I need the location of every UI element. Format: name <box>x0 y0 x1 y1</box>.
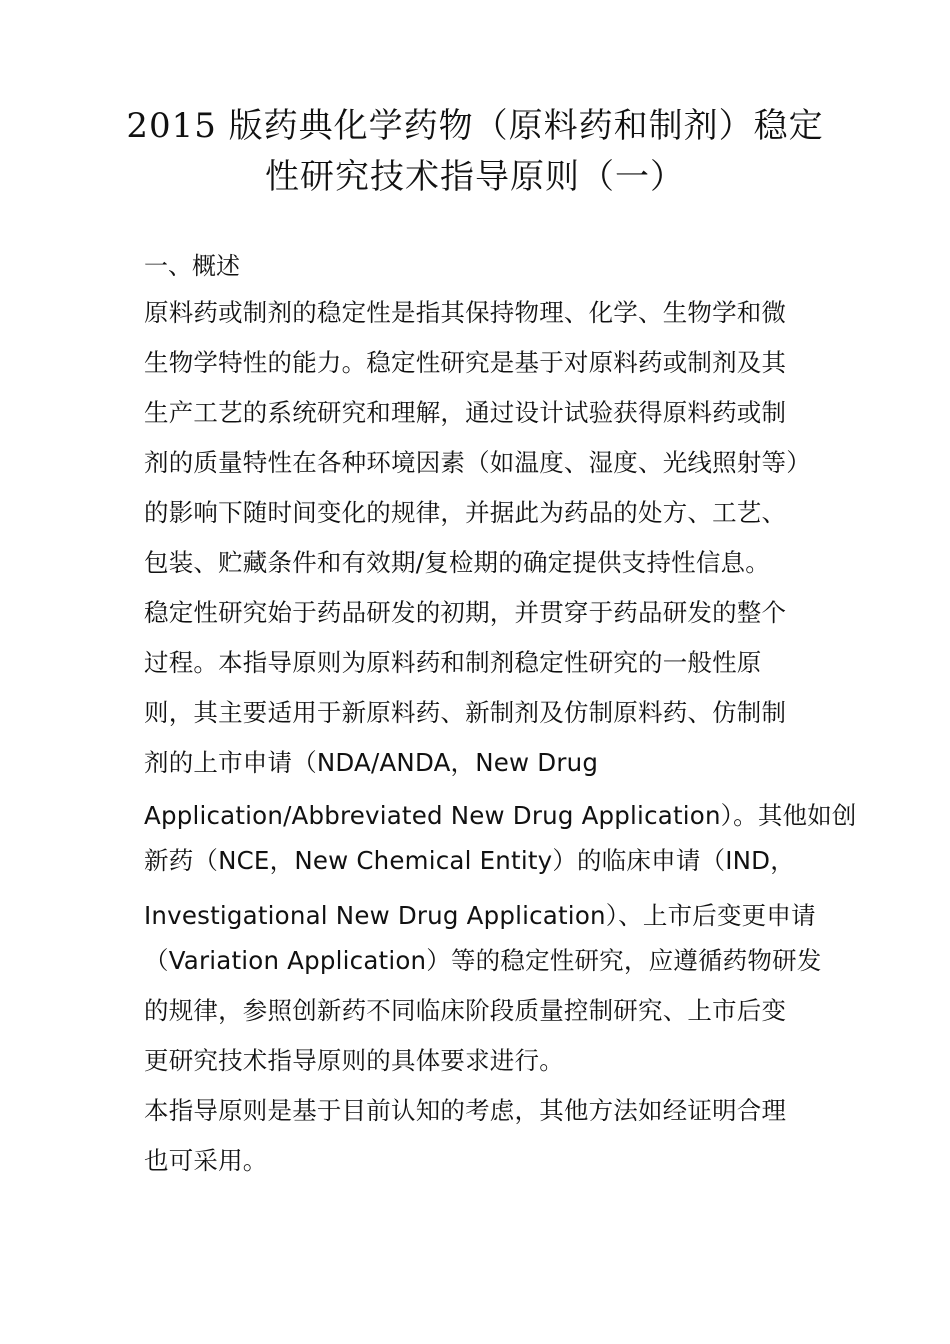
document-title <box>120 101 830 203</box>
paragraph-line: 剂的质量特性在各种环境因素（如温度、湿度、光线照射等） <box>144 448 811 477</box>
paragraph-line: 的规律，参照创新药不同临床阶段质量控制研究、上市后变 <box>144 996 787 1025</box>
paragraph-line: 也可采用。 <box>144 1146 268 1175</box>
paragraph-line: Application/Abbreviated New Drug Application）。其他如创 <box>144 801 857 830</box>
paragraph-line: 则，其主要适用于新原料药、新制剂及仿制原料药、仿制制 <box>144 698 787 727</box>
paragraph-line: 本指导原则是基于目前认知的考虑，其他方法如经证明合理 <box>144 1096 787 1125</box>
paragraph-line: 新药（NCE，New Chemical Entity）的临床申请（IND， <box>144 846 795 875</box>
section-heading: 一、概述 <box>144 252 240 280</box>
paragraph-line: （Variation Application）等的稳定性研究，应遵循药物研发 <box>144 946 822 975</box>
paragraph-line: 稳定性研究始于药品研发的初期，并贯穿于药品研发的整个 <box>144 598 787 627</box>
title-line-1: 2015 版药典化学药物（原料药和制剂）稳定 <box>126 106 824 146</box>
paragraph-line: Investigational New Drug Application）、上市后变更申请 <box>144 901 816 930</box>
paragraph-line: 包装、贮藏条件和有效期/复检期的确定提供支持性信息。 <box>144 548 770 577</box>
paragraph-line: 剂的上市申请（NDA/ANDA，New Drug <box>144 748 599 777</box>
paragraph-line: 过程。本指导原则为原料药和制剂稳定性研究的一般性原 <box>144 648 762 677</box>
paragraph-line: 生物学特性的能力。稳定性研究是基于对原料药或制剂及其 <box>144 348 787 377</box>
paragraph-line: 的影响下随时间变化的规律，并据此为药品的处方、工艺、 <box>144 498 787 527</box>
title-line-2: 性研究技术指导原则（一） <box>265 157 685 197</box>
paragraph-line: 原料药或制剂的稳定性是指其保持物理、化学、生物学和微 <box>144 298 787 327</box>
paragraph-line: 生产工艺的系统研究和理解，通过设计试验获得原料药或制 <box>144 398 787 427</box>
paragraph-line: 更研究技术指导原则的具体要求进行。 <box>144 1046 564 1075</box>
